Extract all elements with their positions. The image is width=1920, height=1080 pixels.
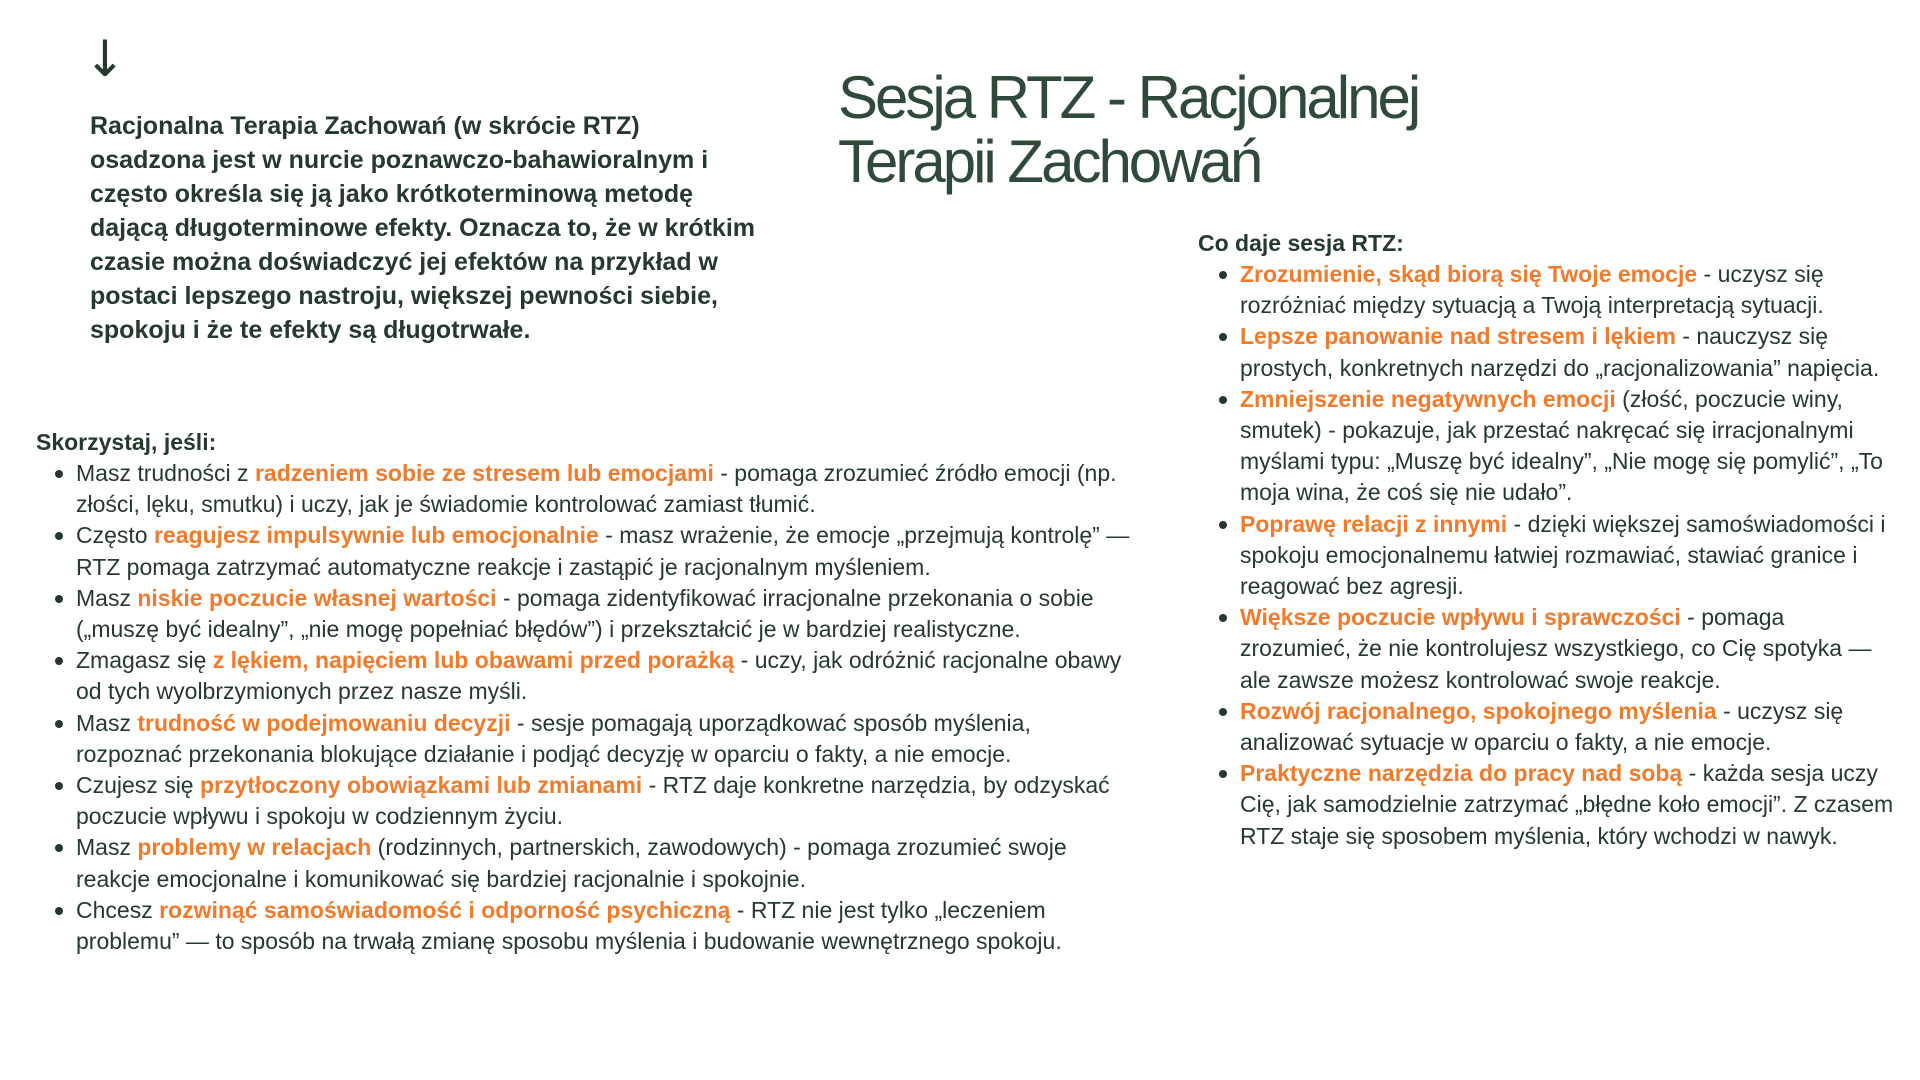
item-lead: Masz (76, 834, 138, 861)
item-highlight: Poprawę relacji z innymi (1240, 510, 1508, 537)
list-item (36, 520, 1136, 582)
item-rest: - RTZ daje konkretne narzędzia, by odzyskać poczucie wpływu i spokoju w codziennym życiu. (76, 772, 1110, 830)
section-heading-right: Co daje sesja RTZ: (1198, 230, 1404, 256)
intro-paragraph: Racjonalna Terapia Zachowań (w skrócie RTZ) osadzona jest w nurcie poznawczo-bahawioralnym i często określa się ją jako krótkoterminową metodę dającą długoterminowe efekty. Oznacza to, że w krótkim czasie można doświadczyć jej efektów na przykład w postaci lepszego nastroju, większej pewności siebie, spokoju i że te efekty są długotrwałe. (90, 112, 755, 344)
item-rest: - uczysz się rozróżniać między sytuacją a Twoją interpretacją sytuacji. (1240, 261, 1824, 319)
item-rest: - uczy, jak odróżnić racjonalne obawy od tych wyolbrzymionych przez nasze myśli. (76, 647, 1122, 705)
item-highlight: Zrozumienie, skąd biorą się Twoje emocje (1240, 261, 1698, 287)
item-lead: Zmagasz się (76, 647, 213, 674)
item-highlight: problemy w relacjach (137, 834, 372, 861)
list-item (1198, 384, 1898, 509)
list-item (1198, 602, 1898, 696)
item-rest: - każda sesja uczy Cię, jak samodzielnie zatrzymać „błędne koło emocji”. Z czasem RTZ staje się sposobem myślenia, który wchodzi w nawyk. (1240, 760, 1894, 849)
item-lead: Chcesz (76, 896, 160, 923)
item-highlight: reagujesz impulsywnie lub emocjonalnie (153, 522, 599, 549)
section-heading-left: Skorzystaj, jeśli: (36, 429, 217, 455)
item-rest: (złość, poczucie winy, smutek) - pokazuje, jak przestać nakręcać się irracjonalnymi myślami typu: „Muszę być idealny”, „Nie mogę się pomylić”, „To moja wina, że coś się nie udało”. (1240, 385, 1883, 506)
item-rest: - masz wrażenie, że emocje „przejmują kontrolę” — RTZ pomaga zatrzymać automatyczne reakcje i zastąpić je racjonalnym myśleniem. (76, 522, 1130, 580)
item-rest: - pomaga zidentyfikować irracjonalne przekonania o sobie („muszę być idealny”, „nie mogę popełniać błędów”) i przekształcić je w bardziej realistyczne. (76, 584, 1094, 643)
list-item (36, 583, 1136, 645)
list-item (36, 458, 1136, 520)
item-highlight: Zmniejszenie negatywnych emocji (1240, 385, 1616, 412)
item-lead: Masz (76, 584, 138, 611)
item-highlight: Większe poczucie wpływu i sprawczości (1240, 604, 1681, 631)
list-item (1198, 509, 1898, 603)
item-highlight: radzeniem sobie ze stresem lub emocjami (254, 460, 714, 486)
item-lead: Często (76, 522, 154, 549)
right-bullet-list (1198, 259, 1898, 852)
item-highlight: z lękiem, napięciem lub obawami przed porażką (212, 647, 735, 674)
page-title: Sesja RTZ - Racjonalnej Terapii Zachowań (838, 64, 1419, 195)
item-highlight: przytłoczony obowiązkami lub zmianami (199, 772, 643, 799)
item-rest: - dzięki większej samoświadomości i spokoju emocjonalnemu łatwiej rozmawiać, stawiać granice i reagować bez agresji. (1240, 510, 1886, 600)
list-item (36, 895, 1136, 957)
list-item (36, 708, 1136, 770)
list-item (1198, 758, 1898, 852)
session-benefits-section (1198, 228, 1898, 852)
item-highlight: rozwinąć samoświadomość i odporność psychiczną (159, 896, 731, 923)
item-lead: Masz trudności z (76, 460, 255, 486)
item-highlight: Praktyczne narzędzia do pracy nad sobą (1240, 760, 1683, 787)
item-rest: - pomaga zrozumieć, że nie kontrolujesz wszystkiego, co Cię spotyka — ale zawsze możesz kontrolować swoje reakcje. (1240, 604, 1872, 693)
benefits-for-whom-section (36, 427, 1136, 957)
item-highlight: Rozwój racjonalnego, spokojnego myślenia (1240, 697, 1717, 724)
item-rest: - nauczysz się prostych, konkretnych narzędzi do „racjonalizowania” napięcia. (1240, 323, 1880, 381)
item-rest: - uczysz się analizować sytuacje w oparciu o fakty, a nie emocje. (1240, 697, 1844, 756)
item-rest: - pomaga zrozumieć źródło emocji (np. złości, lęku, smutku) i uczy, jak je świadomie kontrolować zamiast tłumić. (76, 460, 1117, 518)
item-rest: - RTZ nie jest tylko „leczeniem problemu” — to sposób na trwałą zmianę sposobu myślenia i budowanie wewnętrznego spokoju. (76, 896, 1062, 955)
item-rest: (rodzinnych, partnerskich, zawodowych) - pomaga zrozumieć swoje reakcje emocjonalne i komunikować się bardziej racjonalnie i spokojnie. (76, 834, 1067, 892)
item-lead: Masz (76, 709, 138, 736)
list-item (1198, 321, 1898, 383)
arrow-down-icon: ↓ (84, 30, 126, 88)
item-rest: - sesje pomagają uporządkować sposób myślenia, rozpoznać przekonania blokujące działanie i podjąć decyzję w oparciu o fakty, a nie emocje. (76, 709, 1031, 767)
list-item (1198, 696, 1898, 758)
item-highlight: trudność w podejmowaniu decyzji (137, 709, 511, 736)
list-item (36, 770, 1136, 832)
item-highlight: Lepsze panowanie nad stresem i lękiem (1240, 323, 1676, 350)
list-item (1198, 259, 1898, 321)
list-item (36, 832, 1136, 894)
item-lead: Czujesz się (76, 772, 200, 799)
list-item (36, 645, 1136, 707)
item-highlight: niskie poczucie własnej wartości (137, 584, 497, 611)
left-bullet-list (36, 458, 1136, 957)
